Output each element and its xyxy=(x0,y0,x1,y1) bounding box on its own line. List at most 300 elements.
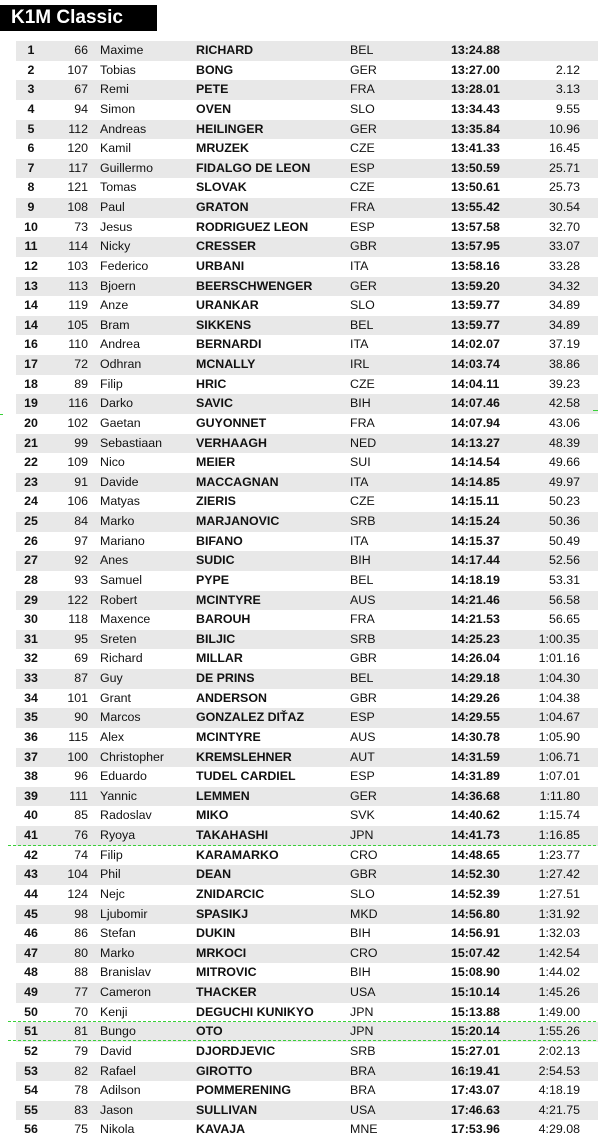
diff-cell: 38.86 xyxy=(548,357,580,371)
table-row xyxy=(16,1081,598,1101)
first-name-cell: Alex xyxy=(100,729,125,744)
bib-cell: 118 xyxy=(68,612,88,627)
country-cell: BIH xyxy=(350,553,371,568)
first-name-cell: Nicky xyxy=(100,239,131,254)
first-name-cell: Tobias xyxy=(100,62,136,77)
table-row xyxy=(16,473,598,493)
last-name-cell: SIKKENS xyxy=(196,317,252,332)
first-name-cell: Rafael xyxy=(100,1063,136,1078)
diff-cell: 1:00.35 xyxy=(538,631,580,646)
bib-cell: 105 xyxy=(67,317,88,332)
time-cell: 13:57.95 xyxy=(451,239,500,254)
diff-cell: 1:04.67 xyxy=(538,710,580,725)
time-cell: 13:59.77 xyxy=(451,298,500,313)
bib-cell: 84 xyxy=(74,514,88,528)
first-name-cell: Mariano xyxy=(100,533,145,548)
bib-cell: 80 xyxy=(74,945,88,960)
time-cell: 14:52.30 xyxy=(451,867,500,882)
time-cell: 15:10.14 xyxy=(451,985,500,999)
diff-cell: 1:32.03 xyxy=(538,926,580,941)
rank-cell: 12 xyxy=(24,258,38,273)
bib-cell: 86 xyxy=(74,926,88,941)
time-cell: 13:55.42 xyxy=(451,200,500,214)
time-cell: 14:14.54 xyxy=(451,455,500,470)
last-name-cell: MCNALLY xyxy=(196,357,256,371)
last-name-cell: POMMERENING xyxy=(196,1083,291,1098)
table-row xyxy=(16,591,598,611)
rank-cell: 24 xyxy=(24,494,38,509)
country-cell: BEL xyxy=(350,572,374,587)
diff-cell: 49.97 xyxy=(548,474,580,489)
rank-cell: 23 xyxy=(24,474,38,489)
country-cell: AUT xyxy=(350,749,375,764)
table-row xyxy=(16,532,598,552)
table-row xyxy=(16,865,598,885)
rank-cell: 37 xyxy=(24,749,38,764)
bib-cell: 88 xyxy=(74,965,88,980)
rank-cell: 31 xyxy=(24,631,38,646)
rank-cell: 3 xyxy=(27,82,35,97)
diff-cell: 25.71 xyxy=(548,160,580,175)
bib-cell: 67 xyxy=(74,82,88,97)
bib-cell: 109 xyxy=(67,455,88,470)
diff-cell: 25.73 xyxy=(548,180,580,195)
last-name-cell: HEILINGER xyxy=(196,121,264,136)
bib-cell: 72 xyxy=(74,357,88,371)
table-row xyxy=(16,846,598,866)
country-cell: MKD xyxy=(350,906,378,921)
last-name-cell: MACCAGNAN xyxy=(196,474,279,489)
country-cell: SRB xyxy=(350,1043,376,1058)
country-cell: ITA xyxy=(350,258,369,273)
bib-cell: 114 xyxy=(68,239,88,254)
table-row xyxy=(16,767,598,787)
time-cell: 15:08.90 xyxy=(451,965,500,980)
bib-cell: 104 xyxy=(67,867,88,882)
time-cell: 13:59.77 xyxy=(451,317,500,332)
time-cell: 14:14.85 xyxy=(451,474,500,489)
time-cell: 14:25.23 xyxy=(451,631,500,646)
table-row xyxy=(16,1003,598,1023)
diff-cell: 34.89 xyxy=(548,317,580,332)
rank-cell: 19 xyxy=(24,396,38,411)
rank-cell: 11 xyxy=(24,239,38,254)
bib-cell: 66 xyxy=(74,43,88,57)
country-cell: CZE xyxy=(350,141,375,156)
rank-cell: 17 xyxy=(24,357,38,371)
first-name-cell: Sebastiaan xyxy=(100,435,163,450)
bib-cell: 102 xyxy=(67,415,88,430)
bib-cell: 77 xyxy=(74,985,88,999)
time-cell: 14:17.44 xyxy=(451,553,500,568)
time-cell: 13:34.43 xyxy=(451,101,500,116)
bib-cell: 78 xyxy=(74,1083,88,1098)
rank-cell: 56 xyxy=(24,1122,38,1137)
country-cell: BEL xyxy=(350,317,374,332)
first-name-cell: Nico xyxy=(100,455,125,470)
table-row xyxy=(16,492,598,512)
diff-cell: 34.89 xyxy=(548,298,580,313)
rank-cell: 8 xyxy=(27,180,35,195)
rank-cell: 36 xyxy=(24,729,38,744)
last-name-cell: MITROVIC xyxy=(196,965,257,980)
last-name-cell: SPASIKJ xyxy=(196,906,249,921)
last-name-cell: LEMMEN xyxy=(196,788,250,803)
table-row xyxy=(16,826,598,846)
country-cell: JPN xyxy=(350,1004,374,1019)
diff-cell: 1:23.77 xyxy=(538,847,580,862)
diff-cell: 3.13 xyxy=(555,82,580,97)
country-cell: FRA xyxy=(350,415,375,430)
first-name-cell: Jason xyxy=(100,1102,134,1117)
bib-cell: 115 xyxy=(68,729,88,744)
country-cell: GER xyxy=(350,121,377,136)
country-cell: BRA xyxy=(350,1063,376,1078)
qualification-cut-line xyxy=(8,1021,596,1022)
diff-cell: 2:54.53 xyxy=(538,1063,580,1078)
first-name-cell: Grant xyxy=(100,690,131,705)
first-name-cell: Anes xyxy=(100,553,129,568)
time-cell: 14:07.94 xyxy=(451,415,500,430)
last-name-cell: SLOVAK xyxy=(196,180,247,195)
table-row xyxy=(16,159,598,179)
diff-cell: 50.23 xyxy=(548,494,580,509)
bib-cell: 94 xyxy=(74,101,88,116)
first-name-cell: Richard xyxy=(100,651,143,666)
rank-cell: 49 xyxy=(24,985,38,999)
last-name-cell: ZNIDARCIC xyxy=(196,886,265,901)
table-row xyxy=(16,434,598,454)
last-name-cell: MRUZEK xyxy=(196,141,249,156)
time-cell: 15:27.01 xyxy=(451,1043,500,1058)
table-row xyxy=(16,61,598,81)
diff-cell: 56.65 xyxy=(548,612,580,627)
first-name-cell: Kamil xyxy=(100,141,131,156)
table-row xyxy=(16,689,598,709)
last-name-cell: DUKIN xyxy=(196,926,236,941)
time-cell: 14:31.89 xyxy=(451,769,500,784)
diff-cell: 32.70 xyxy=(548,219,580,234)
country-cell: SLO xyxy=(350,886,375,901)
country-cell: NED xyxy=(350,435,377,450)
time-cell: 13:27.00 xyxy=(451,62,500,77)
last-name-cell: MCINTYRE xyxy=(196,592,261,607)
bib-cell: 87 xyxy=(74,671,88,685)
last-name-cell: DEGUCHI KUNIKYO xyxy=(196,1004,314,1019)
country-cell: ESP xyxy=(350,160,375,175)
last-name-cell: OTO xyxy=(196,1024,223,1039)
first-name-cell: Marko xyxy=(100,514,135,528)
country-cell: USA xyxy=(350,985,376,999)
table-row xyxy=(16,630,598,650)
diff-cell: 1:31.92 xyxy=(538,906,580,921)
country-cell: GER xyxy=(350,278,377,293)
first-name-cell: Cameron xyxy=(100,985,151,999)
country-cell: CRO xyxy=(350,847,378,862)
last-name-cell: DJORDJEVIC xyxy=(196,1043,276,1058)
rank-cell: 27 xyxy=(24,553,38,568)
first-name-cell: David xyxy=(100,1043,132,1058)
country-cell: SRB xyxy=(350,514,376,528)
first-name-cell: Guy xyxy=(100,671,123,685)
table-row xyxy=(16,41,598,61)
country-cell: CZE xyxy=(350,376,375,391)
country-cell: CZE xyxy=(350,180,375,195)
rank-cell: 46 xyxy=(24,926,38,941)
first-name-cell: Bungo xyxy=(100,1024,136,1039)
first-name-cell: Jesus xyxy=(100,219,133,234)
last-name-cell: ANDERSON xyxy=(196,690,267,705)
first-name-cell: Maxime xyxy=(100,43,144,57)
time-cell: 15:13.88 xyxy=(451,1004,500,1019)
first-name-cell: Branislav xyxy=(100,965,151,980)
first-name-cell: Robert xyxy=(100,592,138,607)
first-name-cell: Bram xyxy=(100,317,130,332)
rank-cell: 22 xyxy=(24,455,38,470)
time-cell: 14:29.26 xyxy=(451,690,500,705)
first-name-cell: Marcos xyxy=(100,710,141,725)
diff-cell: 1:55.26 xyxy=(538,1024,580,1039)
country-cell: SUI xyxy=(350,455,371,470)
qualification-cut-line xyxy=(8,1040,596,1041)
rank-cell: 6 xyxy=(27,141,35,156)
last-name-cell: MRKOCI xyxy=(196,945,247,960)
results-table xyxy=(16,41,598,1140)
table-row xyxy=(16,551,598,571)
country-cell: BRA xyxy=(350,1083,376,1098)
table-row xyxy=(16,963,598,983)
first-name-cell: Darko xyxy=(100,396,134,411)
first-name-cell: Sreten xyxy=(100,631,137,646)
first-name-cell: Yannic xyxy=(100,788,137,803)
rank-cell: 1 xyxy=(27,43,35,57)
bib-cell: 95 xyxy=(74,631,88,646)
table-row xyxy=(16,453,598,473)
time-cell: 14:02.07 xyxy=(451,337,500,352)
diff-cell: 53.31 xyxy=(548,572,580,587)
table-row xyxy=(16,649,598,669)
table-row xyxy=(16,806,598,826)
table-row xyxy=(16,1042,598,1062)
country-cell: FRA xyxy=(350,82,375,97)
rank-cell: 16 xyxy=(24,337,38,352)
first-name-cell: Christopher xyxy=(100,749,165,764)
country-cell: JPN xyxy=(350,1024,374,1039)
bib-cell: 81 xyxy=(74,1024,88,1039)
time-cell: 14:36.68 xyxy=(451,788,500,803)
time-cell: 14:41.73 xyxy=(451,828,500,842)
table-row xyxy=(16,610,598,630)
rank-cell: 55 xyxy=(24,1102,38,1117)
time-cell: 14:13.27 xyxy=(451,435,500,450)
diff-cell: 1:44.02 xyxy=(538,965,580,980)
bib-cell: 113 xyxy=(68,278,88,293)
last-name-cell: URBANI xyxy=(196,258,245,273)
first-name-cell: Remi xyxy=(100,82,129,97)
rank-cell: 39 xyxy=(24,788,38,803)
last-name-cell: FIDALGO DE LEON xyxy=(196,160,311,175)
last-name-cell: ZIERIS xyxy=(196,494,236,509)
table-row xyxy=(16,335,598,355)
table-row xyxy=(16,924,598,944)
country-cell: AUS xyxy=(350,729,376,744)
first-name-cell: Gaetan xyxy=(100,415,141,430)
country-cell: CZE xyxy=(350,494,375,509)
bib-cell: 116 xyxy=(68,396,88,411)
bib-cell: 121 xyxy=(67,180,88,195)
first-name-cell: Phil xyxy=(100,867,121,882)
table-row xyxy=(16,1022,598,1042)
table-row xyxy=(16,257,598,277)
rank-cell: 14 xyxy=(24,317,38,332)
last-name-cell: URANKAR xyxy=(196,298,259,313)
diff-cell: 10.96 xyxy=(548,121,580,136)
first-name-cell: Bjoern xyxy=(100,278,136,293)
rank-cell: 7 xyxy=(27,160,35,175)
rank-cell: 4 xyxy=(27,101,35,116)
time-cell: 14:15.11 xyxy=(451,494,500,509)
diff-cell: 4:29.08 xyxy=(538,1122,580,1137)
table-row xyxy=(16,748,598,768)
time-cell: 14:07.46 xyxy=(451,396,500,411)
rank-cell: 13 xyxy=(24,278,38,293)
country-cell: BIH xyxy=(350,926,371,941)
time-cell: 14:03.74 xyxy=(451,357,500,371)
bib-cell: 90 xyxy=(74,710,88,725)
last-name-cell: SUDIC xyxy=(196,553,235,568)
rank-cell: 45 xyxy=(24,906,38,921)
time-cell: 14:21.46 xyxy=(451,592,500,607)
table-row xyxy=(16,983,598,1003)
rank-cell: 35 xyxy=(24,710,38,725)
time-cell: 14:29.55 xyxy=(451,710,500,725)
last-name-cell: MARJANOVIC xyxy=(196,514,280,528)
time-cell: 13:50.61 xyxy=(451,180,500,195)
time-cell: 13:57.58 xyxy=(451,219,500,234)
table-row xyxy=(16,178,598,198)
bib-cell: 103 xyxy=(67,258,88,273)
country-cell: AUS xyxy=(350,592,376,607)
first-name-cell: Nikola xyxy=(100,1122,135,1137)
diff-cell: 1:06.71 xyxy=(538,749,580,764)
last-name-cell: DEAN xyxy=(196,867,232,882)
diff-cell: 1:42.54 xyxy=(538,945,580,960)
rank-cell: 42 xyxy=(24,847,38,862)
diff-cell: 9.55 xyxy=(555,101,580,116)
last-name-cell: GUYONNET xyxy=(196,415,267,430)
bib-cell: 119 xyxy=(68,298,88,313)
diff-cell: 1:07.01 xyxy=(538,769,580,784)
last-name-cell: KARAMARKO xyxy=(196,847,279,862)
first-name-cell: Andrea xyxy=(100,337,140,352)
time-cell: 13:58.16 xyxy=(451,258,500,273)
rank-cell: 33 xyxy=(24,671,38,685)
time-cell: 13:41.33 xyxy=(451,141,500,156)
bib-cell: 101 xyxy=(67,690,88,705)
bib-cell: 107 xyxy=(67,62,88,77)
table-row xyxy=(16,669,598,689)
bib-cell: 83 xyxy=(74,1102,88,1117)
table-row xyxy=(16,198,598,218)
bib-cell: 73 xyxy=(74,219,88,234)
first-name-cell: Radoslav xyxy=(100,808,152,823)
table-row xyxy=(16,708,598,728)
last-name-cell: KAVAJA xyxy=(196,1122,246,1137)
table-row xyxy=(16,316,598,336)
diff-cell: 2.12 xyxy=(555,62,580,77)
last-name-cell: BONG xyxy=(196,62,234,77)
bib-cell: 75 xyxy=(74,1122,88,1137)
diff-cell: 39.23 xyxy=(548,376,580,391)
country-cell: SRB xyxy=(350,631,376,646)
diff-cell: 50.49 xyxy=(548,533,580,548)
bib-cell: 74 xyxy=(74,847,88,862)
table-row xyxy=(16,905,598,925)
diff-cell: 1:49.00 xyxy=(538,1004,580,1019)
last-name-cell: BEERSCHWENGER xyxy=(196,278,313,293)
rank-cell: 10 xyxy=(24,219,38,234)
country-cell: SLO xyxy=(350,298,375,313)
country-cell: JPN xyxy=(350,828,374,842)
time-cell: 14:52.39 xyxy=(451,886,500,901)
first-name-cell: Adilson xyxy=(100,1083,141,1098)
bib-cell: 110 xyxy=(68,337,88,352)
country-cell: ITA xyxy=(350,533,369,548)
country-cell: SLO xyxy=(350,101,375,116)
time-cell: 13:35.84 xyxy=(451,121,500,136)
diff-cell: 1:16.85 xyxy=(538,828,580,842)
diff-cell: 56.58 xyxy=(548,592,580,607)
diff-cell: 1:11.80 xyxy=(539,788,580,803)
diff-cell: 1:04.30 xyxy=(538,671,580,685)
bib-cell: 91 xyxy=(74,474,88,489)
time-cell: 14:15.37 xyxy=(451,533,500,548)
diff-cell: 4:21.75 xyxy=(538,1102,580,1117)
rank-cell: 20 xyxy=(24,415,38,430)
table-row xyxy=(16,139,598,159)
bib-cell: 82 xyxy=(74,1063,88,1078)
last-name-cell: THACKER xyxy=(196,985,257,999)
first-name-cell: Nejc xyxy=(100,886,125,901)
rank-cell: 54 xyxy=(24,1083,38,1098)
rank-cell: 51 xyxy=(24,1024,38,1039)
first-name-cell: Maxence xyxy=(100,612,151,627)
bib-cell: 122 xyxy=(67,592,88,607)
rank-cell: 29 xyxy=(24,592,38,607)
last-name-cell: RODRIGUEZ LEON xyxy=(196,219,309,234)
bib-cell: 100 xyxy=(67,749,88,764)
bib-cell: 99 xyxy=(74,435,88,450)
time-cell: 13:28.01 xyxy=(451,82,500,97)
last-name-cell: PYPE xyxy=(196,572,230,587)
diff-cell: 49.66 xyxy=(548,455,580,470)
diff-cell: 1:45.26 xyxy=(538,985,580,999)
country-cell: BIH xyxy=(350,396,371,411)
first-name-cell: Paul xyxy=(100,200,125,214)
last-name-cell: SAVIC xyxy=(196,396,233,411)
first-name-cell: Eduardo xyxy=(100,769,147,784)
first-name-cell: Samuel xyxy=(100,572,143,587)
table-row xyxy=(16,355,598,375)
first-name-cell: Ryoya xyxy=(100,828,136,842)
bib-cell: 111 xyxy=(69,788,88,803)
time-cell: 14:31.59 xyxy=(451,749,500,764)
table-row xyxy=(16,394,598,414)
table-row xyxy=(16,80,598,100)
table-row xyxy=(16,1101,598,1121)
last-name-cell: OVEN xyxy=(196,101,232,116)
time-cell: 17:53.96 xyxy=(451,1122,500,1137)
